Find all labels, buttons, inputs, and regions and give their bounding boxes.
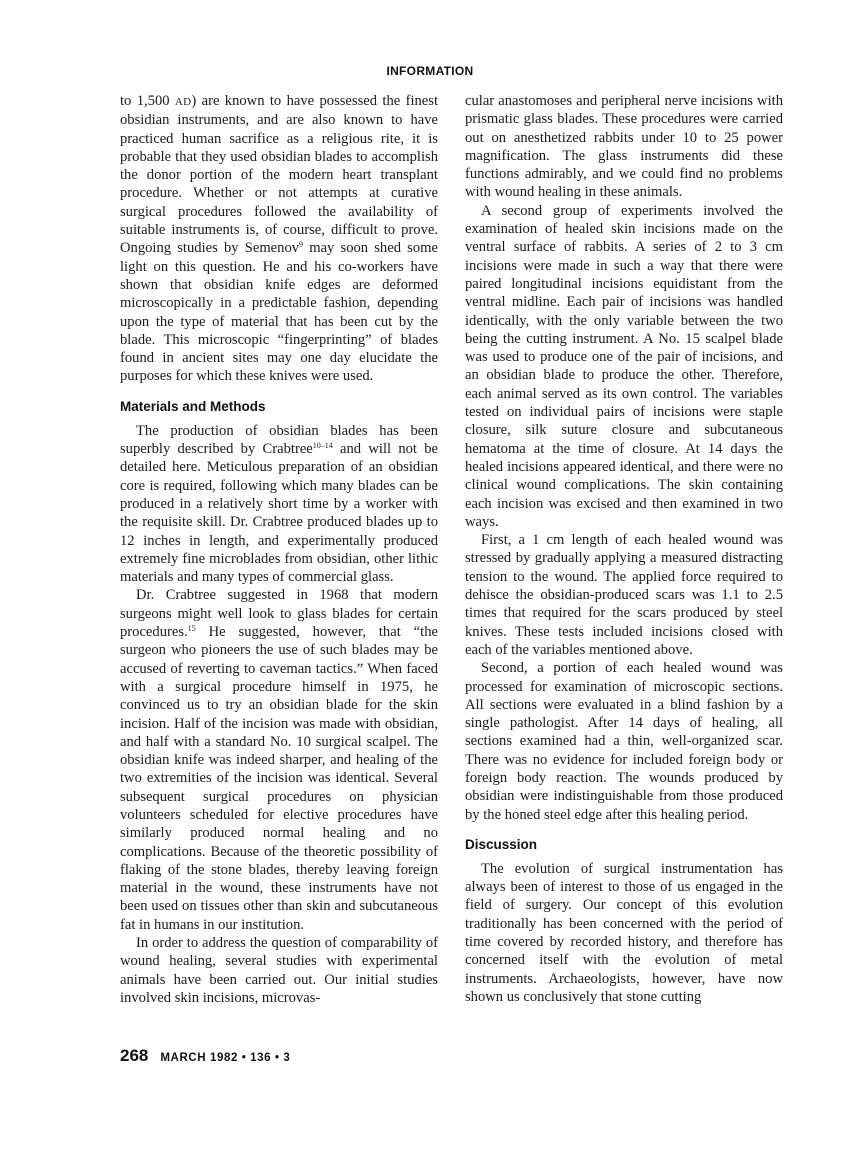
citation-sup: 10–14	[312, 441, 333, 451]
running-header: INFORMATION	[386, 64, 474, 78]
paragraph: Second, a portion of each healed wound was processed for examination of microscopic sections. All sections were evaluated in a blind fashion by a single pathologist. After 14 days of healing, all sections examined had a thin, well-organized scar. There was no evidence for included foreign body or foreign body reaction. The wounds produced by obsidian were indistinguishable from those produced by the honed steel edge after this healing period.	[465, 660, 783, 823]
paragraph: The evolution of surgical instrumentation has always been of interest to those of us engaged in the field of surgery. Our concept of this evolution traditionally has been concerned with the period of time covered by recorded history, and therefore has concerned itself with the evolution of metal instruments. Archaeologists, however, have now shown us conclusively that stone cutting	[465, 860, 783, 1005]
paragraph: First, a 1 cm length of each healed wound was stressed by gradually applying a measured distracting tension to the wound. The applied force required to dehisce the obsidian-produced scars was 1.1 to 2.5 times that required for the scars produced by steel knives. These tests included incisions closed with each of the variables mentioned above.	[465, 532, 783, 658]
page-footer	[120, 1046, 290, 1066]
paragraph: The production of obsidian blades has been superbly described by Crabtree$^{10-14}$ and will not be detailed here. Meticulous preparation of an obsidian core is required, following which many blades can be produced in a relatively short time by a worker with the requisite skill. Dr. Crabtree produced blades up to 12 inches in length, and experimentally produced extremely fine microblades from obsidian, other lithic materials and many types of commercial glass.	[120, 422, 439, 586]
citation-sup: 15	[187, 624, 196, 634]
issue-info: MARCH 1982 • 136 • 3	[160, 1052, 291, 1064]
paragraph: Dr. Crabtree suggested in 1968 that modern surgeons might well look to glass blades for certain procedures.$^{15}$ He suggested, however, that “the surgeon who pioneers the use of such blades may be accused of reverting to caveman tactics.” When faced with a surgical procedure himself in 1975, he convinced us to try an obsidian blade for the skin incision. Half of the incision was made with obsidian, and half with a standard No. 10 surgical scalpel. The obsidian knife was indeed sharper, and healing of the two extremities of the incision was identical. Several subsequent surgical procedures on physician volunteers scheduled for elective procedures have similarly produced normal healing and no complications. Because of the theoretic possibility of flaking of the stone blades, thereby leaving foreign material in the wound, these instruments have not been used on tissues other than skin and subcutaneous fat in humans in our institution.	[120, 587, 438, 933]
paragraph: cular anastomoses and peripheral nerve incisions with prismatic glass blades. These procedures were carried out on anesthetized rabbits under 10 to 25 power magnification. The glass instruments did these functions admirably, and we could find no problems with wound healing in these animals.	[465, 93, 783, 201]
paragraph: A second group of experiments involved the examination of healed skin incisions made on the ventral surface of rabbits. A series of 2 to 3 cm incisions were made in such a way that there were paired longitudinal incisions equidistant from the ventral midline. Each pair of incisions was handled identically, with the only variable between the two being the cutting instrument. A No. 15 scalpel blade was used to produce one of the pair of incisions, and an obsidian blade to produce the other. Therefore, each animal served as its own control. The variables tested on individual pairs of incisions were staple closure, silk suture closure and subcutaneous hematoma at the time of closure. At 14 days the healed incisions appeared identical, and there were no clinical wound complications. The skin containing each incision was excised and then examined in two ways.	[465, 202, 783, 530]
paragraph: In order to address the question of comparability of wound healing, several studies with experimental animals have been carried out. Our initial studies involved skin incisions, microvas-	[120, 935, 438, 1006]
section-heading-discussion: Discussion	[465, 836, 538, 852]
page-number: 268	[120, 1046, 149, 1065]
left-column	[120, 92, 438, 1007]
section-heading-materials-methods: Materials and Methods	[120, 398, 266, 414]
right-column	[465, 92, 783, 1006]
citation-sup: 9	[299, 240, 304, 250]
paragraph: to 1,500 AD) are known to have possessed the finest obsidian instruments, and are also known to have practiced human sacrifice as a religious rite, it is probable that they used obsidian blades to accomplish the donor portion of the modern heart transplant procedure. Whether or not attempts at curative surgical procedures followed the availability of suitable instruments is, of course, difficult to prove. Ongoing studies by Semenov$^9$ may soon shed some light on this question. He and his co-workers have shown that obsidian knife edges are deformed microscopically in a predictable fashion, depending upon the type of material that has been cut by the blade. This microscopic “fingerprinting” of blades found in ancient sites may one day elucidate the purposes for which these knives were used.	[120, 93, 439, 385]
